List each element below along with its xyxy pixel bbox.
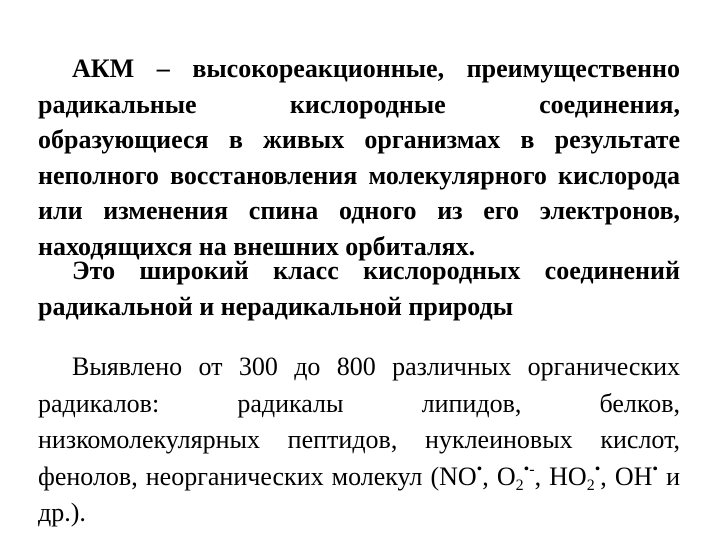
formula-no: NO <box>439 461 477 491</box>
radical-dot: • <box>594 460 601 478</box>
subscript-2: 2 <box>586 476 595 494</box>
radical-dot: • <box>652 460 659 478</box>
formula-ho: HO <box>549 461 587 491</box>
separator: , <box>534 461 550 491</box>
class-paragraph <box>38 253 680 324</box>
definition-text: АКМ – высокореакционные, преимущественно радикальные кислородные соединения, образующиеся в живых организмах в результате неполного восстановления молекулярного кислорода или изменения спина одного из его электронов, находящихся на внешних орбиталях. <box>38 54 680 261</box>
formula-o: O <box>496 461 516 491</box>
radical-dot: • <box>476 460 483 478</box>
separator: , <box>482 461 497 491</box>
formula-oh: OH <box>614 461 653 491</box>
radicals-tail: и др.). <box>38 461 681 527</box>
radicals-text: Выявлено от 300 до 800 различных органических радикалов: радикалы липидов, белков, низкомолекулярных пептидов, нуклеиновых кислот, фенолов, неорганических молекул ( <box>38 352 680 491</box>
separator: , <box>600 461 615 491</box>
definition-paragraph <box>38 51 680 264</box>
class-text: Это широкий класс кислородных соединений радикальной и нерадикальной природы <box>38 256 680 321</box>
superoxide-mark: •- <box>523 460 535 478</box>
radicals-paragraph <box>38 349 680 532</box>
subscript-2: 2 <box>515 476 524 494</box>
